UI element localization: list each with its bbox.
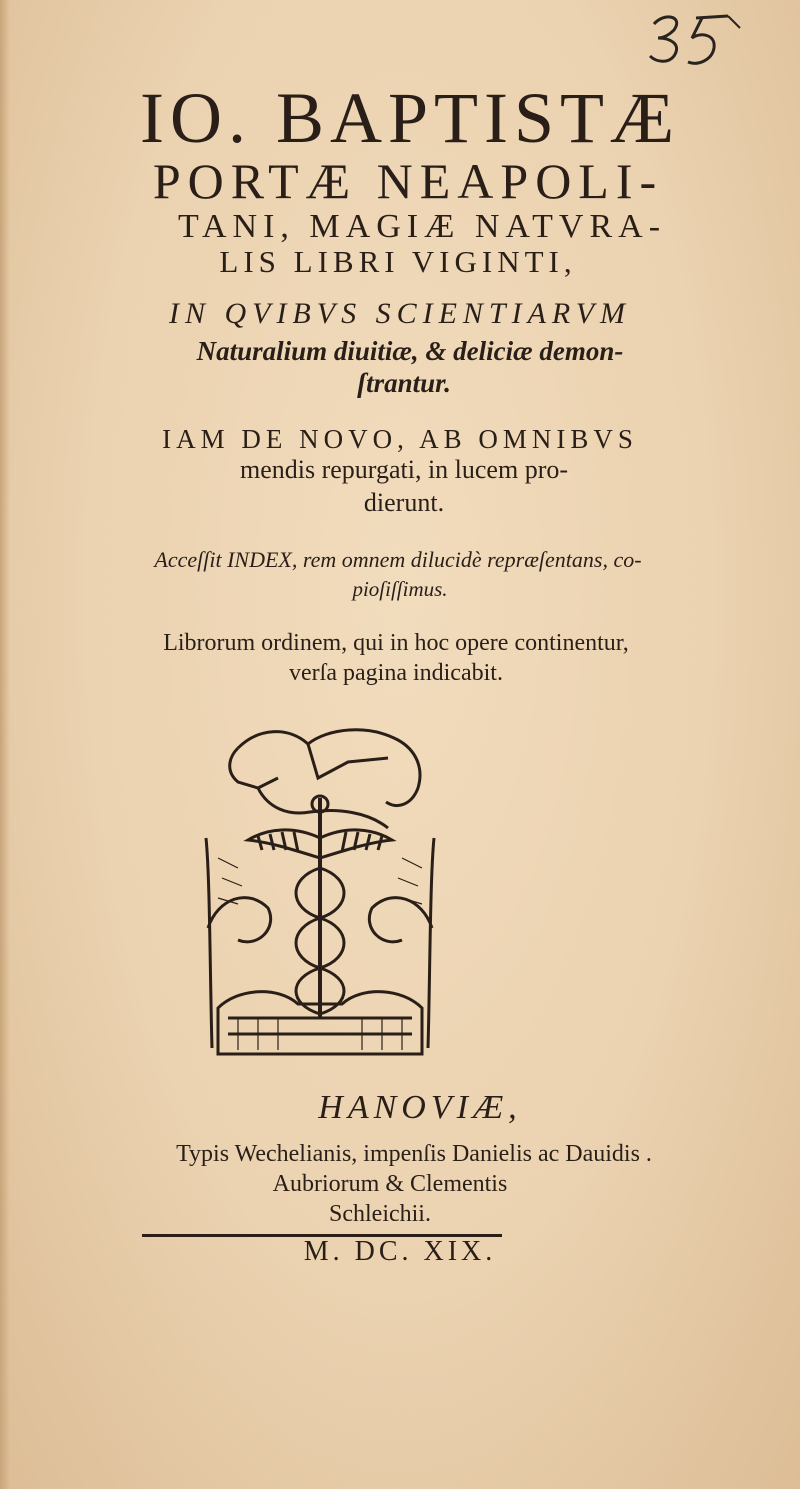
index-line-1: Acceſſit INDEX, rem omnem dilucidè repræſentans, co- bbox=[154, 547, 642, 572]
edition-line-1: IAM DE NOVO, AB OMNIBVS bbox=[162, 424, 638, 454]
imprint-line-1: Typis Wechelianis, impenſis Danielis ac Dauidis . bbox=[176, 1141, 652, 1167]
imprint-date: M. DC. XIX. bbox=[303, 1236, 497, 1267]
subtitle-line-1: IN QVIBVS SCIENTIARVM bbox=[168, 297, 632, 330]
order-line-2: verſa pagina indicabit. bbox=[289, 660, 503, 686]
subtitle-line-3: ſtrantur. bbox=[357, 368, 451, 398]
handwritten-number-icon bbox=[640, 4, 760, 84]
index-line-2: pioſiſſimus. bbox=[352, 577, 448, 601]
title-line-3: TANI, MAGIÆ NATVRA- bbox=[177, 208, 667, 245]
order-line-1: Librorum ordinem, qui in hoc opere continentur, bbox=[163, 630, 629, 656]
title-line-2: PORTÆ NEAPOLI- bbox=[152, 153, 664, 209]
imprint-line-3: Schleichii. bbox=[329, 1201, 431, 1227]
handwritten-annotation bbox=[640, 4, 760, 84]
subtitle-line-2: Naturalium diuitiæ, & deliciæ demon- bbox=[196, 336, 624, 366]
edition-line-3: dierunt. bbox=[363, 488, 445, 517]
imprint-place: HANOVIÆ, bbox=[318, 1089, 522, 1126]
title-line-4: LIS LIBRI VIGINTI, bbox=[219, 244, 577, 279]
imprint-line-2: Aubriorum & Clementis bbox=[272, 1171, 508, 1197]
printer-device-emblem-icon bbox=[198, 718, 442, 1068]
title-line-1: IO. BAPTISTÆ bbox=[139, 78, 681, 158]
edition-line-2: mendis repurgati, in lucem pro- bbox=[239, 455, 569, 484]
printer-emblem bbox=[198, 718, 442, 1068]
